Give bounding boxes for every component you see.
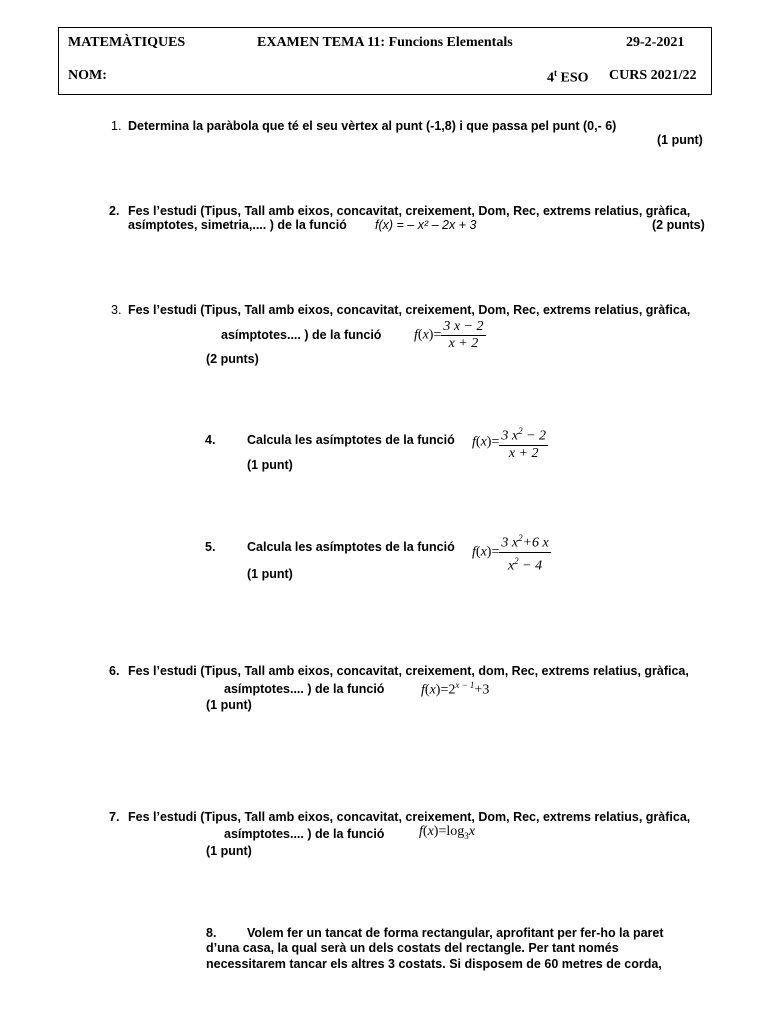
q8-line3: necessitarem tancar els altres 3 costats. Si disposem de 60 metres de corda, xyxy=(206,957,662,971)
q8-line1: Volem fer un tancat de forma rectangular, aprofitant per fer-ho la paret xyxy=(247,926,664,940)
q3-line1: Fes l’estudi (Tipus, Tall amb eixos, concavitat, creixement, Dom, Rec, extrems relatius, gràfica, xyxy=(128,303,691,317)
q4-points: (1 punt) xyxy=(247,458,293,472)
grade-label: 4$^t$ ESO xyxy=(547,68,589,86)
name-label: NOM: xyxy=(68,68,107,83)
q2-number: 2. xyxy=(109,204,120,218)
q6-formula: $f(x)=2^{x - 1}+3$ xyxy=(421,680,490,698)
exam-date: 29-2-2021 xyxy=(626,35,685,50)
q7-points: (1 punt) xyxy=(206,844,252,858)
course-label: CURS 2021/22 xyxy=(609,68,697,83)
q5-formula: f(x)= $\frac{3 x^2+6 x}{x^2 - 4}$ xyxy=(472,530,551,574)
q4-formula: f(x)= $\frac{3 x^2 - 2}{x + 2}$ xyxy=(472,423,548,462)
q5-points: (1 punt) xyxy=(247,567,293,581)
q6-line2: asímptotes.... ) de la funció xyxy=(224,682,385,696)
q3-points: (2 punts) xyxy=(206,352,259,366)
q6-line1: Fes l’estudi (Tipus, Tall amb eixos, concavitat, creixement, dom, Rec, extrems relatius, gràfica, xyxy=(128,664,689,678)
q1-number: 1. xyxy=(111,119,122,133)
q2-formula: f(x) = – x² – 2x + 3 xyxy=(375,218,477,232)
q1-points: (1 punt) xyxy=(657,133,703,147)
q8-line2: d’una casa, la qual serà un dels costats del rectangle. Per tant només xyxy=(206,941,619,955)
q6-points: (1 punt) xyxy=(206,698,252,712)
q7-line1: Fes l’estudi (Tipus, Tall amb eixos, concavitat, creixement, Dom, Rec, extrems relatius, gràfica, xyxy=(128,810,691,824)
q3-number: 3. xyxy=(111,303,122,317)
q8-number: 8. xyxy=(206,926,217,940)
exam-title: EXAMEN TEMA 11: Funcions Elementals xyxy=(257,35,513,50)
q4-text: Calcula les asímptotes de la funció xyxy=(247,433,455,447)
q6-number: 6. xyxy=(109,664,120,678)
q2-line2: asímptotes, simetria,.... ) de la funció xyxy=(128,218,347,232)
q3-formula: f(x)= $\frac{3 x - 2}{x + 2}$ xyxy=(414,319,484,351)
q7-formula: $f(x)=\log_3x$ xyxy=(419,824,475,841)
q3-line2: asímptotes.... ) de la funció xyxy=(221,328,382,342)
q5-number: 5. xyxy=(205,540,216,554)
q2-points: (2 punts) xyxy=(652,218,705,232)
q2-line1: Fes l’estudi (Tipus, Tall amb eixos, concavitat, creixement, Dom, Rec, extrems relatius, gràfica, xyxy=(128,204,691,218)
q7-number: 7. xyxy=(109,810,120,824)
subject-label: MATEMÀTIQUES xyxy=(68,35,186,50)
q4-number: 4. xyxy=(205,433,216,447)
q1-text: Determina la paràbola que té el seu vèrtex al punt (-1,8) i que passa pel punt (0,- 6) xyxy=(128,119,617,133)
q5-text: Calcula les asímptotes de la funció xyxy=(247,540,455,554)
q7-line2: asímptotes.... ) de la funció xyxy=(224,827,385,841)
